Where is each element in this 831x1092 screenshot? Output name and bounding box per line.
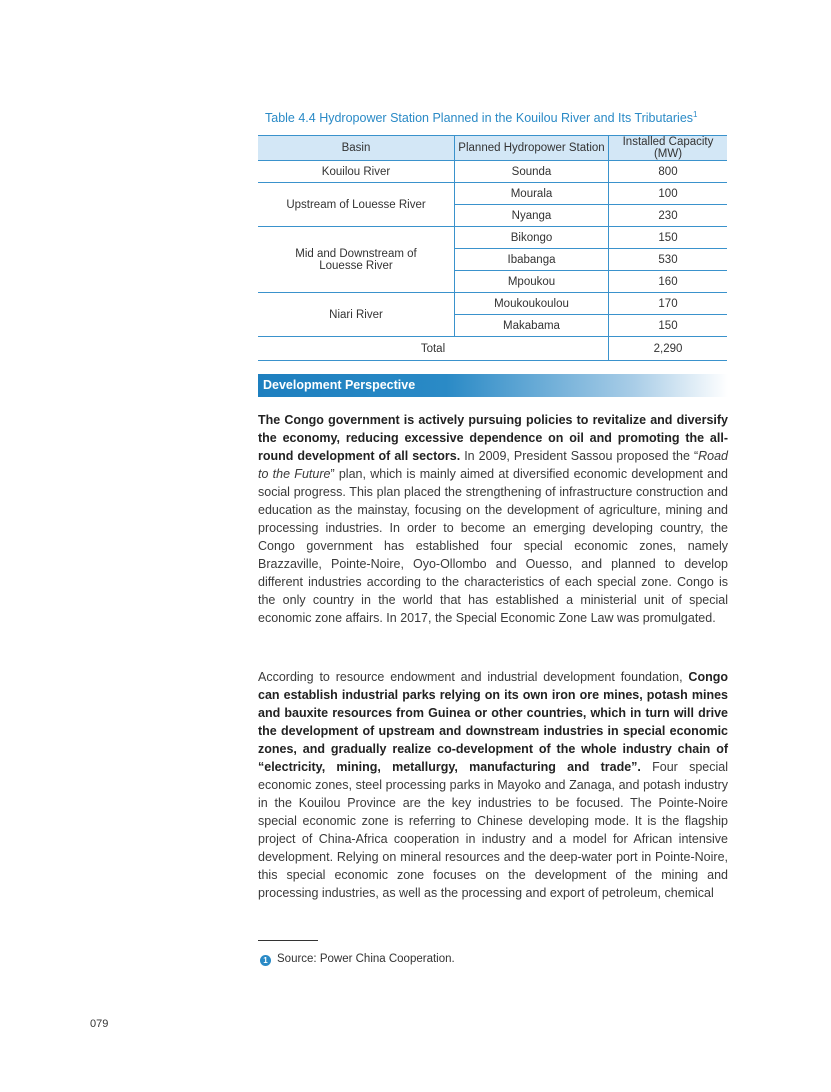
caption-text: Table 4.4 Hydropower Station Planned in the Kouilou River and Its Tributaries — [265, 111, 694, 126]
footnote-text: Source: Power China Cooperation. — [277, 953, 455, 965]
capacity-cell: 170 — [609, 293, 728, 315]
header-basin: Basin — [258, 136, 455, 161]
table-header-row — [258, 136, 727, 161]
station-cell: Ibabanga — [455, 249, 609, 271]
footnote — [260, 953, 455, 966]
header-capacity: Installed Capacity (MW) — [609, 136, 728, 161]
paragraph-2 — [258, 668, 728, 902]
basin-cell: Kouilou River — [258, 161, 455, 183]
table-row — [258, 183, 727, 205]
capacity-cell: 100 — [609, 183, 728, 205]
total-label: Total — [258, 337, 609, 361]
hydropower-table — [258, 135, 727, 361]
capacity-cell: 150 — [609, 315, 728, 337]
table-row — [258, 161, 727, 183]
total-row — [258, 337, 727, 361]
station-cell: Nyanga — [455, 205, 609, 227]
body-text: Four special economic zones, steel processing parks in Mayoko and Zanaga, and potash industry in the Kouilou Province are the key industries to be focused. The Pointe-Noire special economic zone is referring to Chinese developing mode. It is the flagship project of China-Africa cooperation in industry and a model for African intensive development. Relying on mineral resources and the deep-water port in Pointe-Noire, this special economic zone focuses on the development of the mining and processing industries, as well as the processing and export of petroleum, chemical — [258, 760, 728, 900]
footnote-number-icon: 1 — [260, 955, 271, 966]
italic-text: Road to the Future — [258, 449, 728, 481]
total-value: 2,290 — [609, 337, 728, 361]
station-cell: Moukoukoulou — [455, 293, 609, 315]
section-heading: Development Perspective — [263, 378, 416, 392]
section-banner — [258, 374, 728, 397]
table-row — [258, 293, 727, 315]
body-text: In 2009, President Sassou proposed the “ — [460, 449, 699, 463]
station-cell: Bikongo — [455, 227, 609, 249]
header-station: Planned Hydropower Station — [455, 136, 609, 161]
basin-cell: Mid and Downstream of Louesse River — [258, 227, 455, 293]
footnote-reference[interactable]: 1 — [693, 110, 698, 119]
station-cell: Makabama — [455, 315, 609, 337]
basin-cell: Niari River — [258, 293, 455, 337]
basin-cell: Upstream of Louesse River — [258, 183, 455, 227]
body-text: According to resource endowment and industrial development foundation, — [258, 670, 689, 684]
station-cell: Sounda — [455, 161, 609, 183]
capacity-cell: 150 — [609, 227, 728, 249]
footnote-divider — [258, 940, 318, 941]
capacity-cell: 530 — [609, 249, 728, 271]
paragraph-1 — [258, 411, 728, 627]
bold-text: Congo can establish industrial parks relying on its own iron ore mines, potash mines and bauxite resources from Guinea or other countries, which in turn will drive the development of upstream and downstream industries in special economic zones, and gradually realize co-development of the whole industry chain of “electricity, mining, metallurgy, manufacturing and trade”. — [258, 670, 728, 774]
station-cell: Mourala — [455, 183, 609, 205]
capacity-cell: 800 — [609, 161, 728, 183]
table-row — [258, 227, 727, 249]
capacity-cell: 230 — [609, 205, 728, 227]
page-number: 079 — [90, 1018, 109, 1030]
station-cell: Mpoukou — [455, 271, 609, 293]
bold-text: The Congo government is actively pursuing policies to revitalize and diversify the economy, reducing excessive dependence on oil and promoting the all-round development of all sectors. — [258, 413, 728, 463]
body-text: ” plan, which is mainly aimed at diversified economic development and social progress. This plan placed the strengthening of infrastructure construction and education as the mainstay, focusing on the development of agriculture, mining and processing industries. In order to become an emerging developing country, the Congo government has established four special economic zones, namely Brazzaville, Pointe-Noire, Oyo-Ollombo and Ouesso, and planned to develop different industries according to the characteristics of each special zone. Congo is the only country in the world that has established a ministerial unit of special economic zone affairs. In 2017, the Special Economic Zone Law was promulgated. — [258, 467, 729, 625]
table-caption — [265, 110, 697, 125]
capacity-cell: 160 — [609, 271, 728, 293]
